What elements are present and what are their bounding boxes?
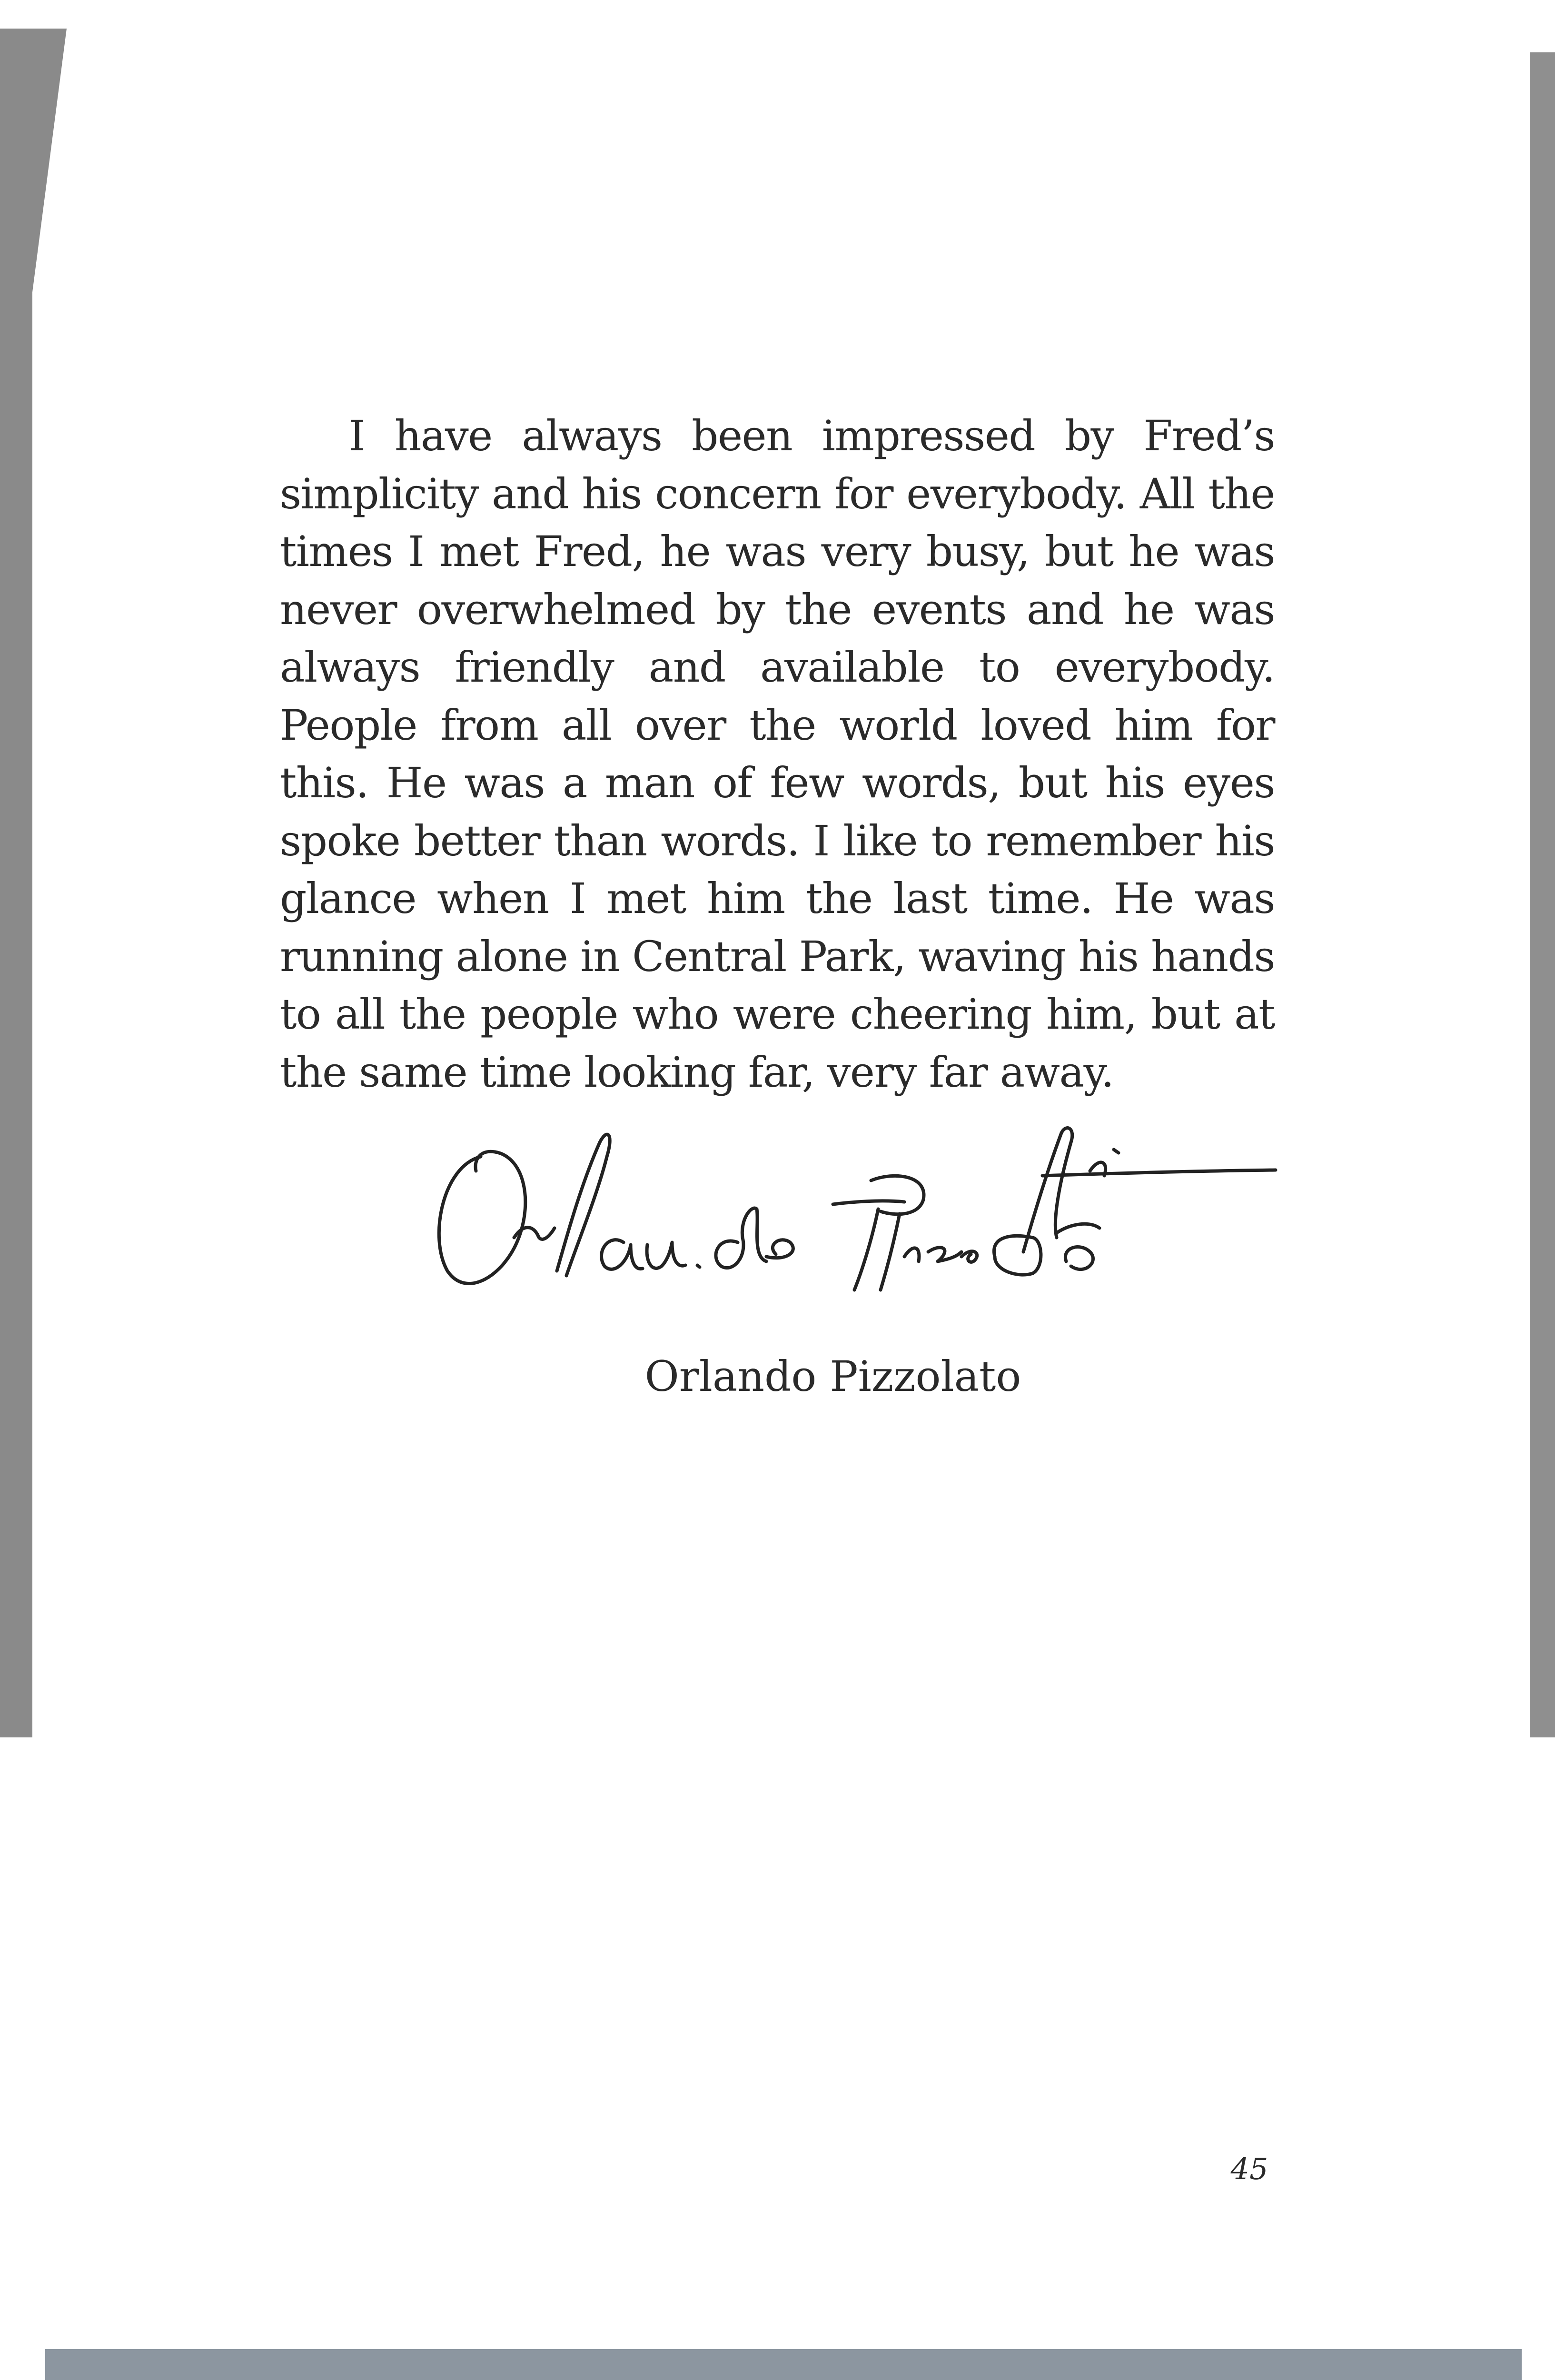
testimonial-text: I have always been impressed by Fred’s simplicity and his concern for everybody. All the times I met Fred, he was very busy, but he was never overwhelmed by the events and he was always friendly and available to everybody. People from all over the world loved him for this. He was a man of few words, but his eyes spoke better than words. I like to remember his glance when I met him the last time. He was running alone in Central Park, waving his hands to all the people who were cheering him, but at the same time looking far, very far away. <box>280 411 1275 1097</box>
scan-edge-bottom <box>45 2349 1522 2380</box>
scan-edge-left <box>0 29 32 1737</box>
scan-edge-right <box>1530 52 1555 1737</box>
page-number: 45 <box>1230 2152 1268 2186</box>
signer-name: Orlando Pizzolato <box>644 1352 1021 1401</box>
handwritten-signature <box>424 1114 1290 1319</box>
